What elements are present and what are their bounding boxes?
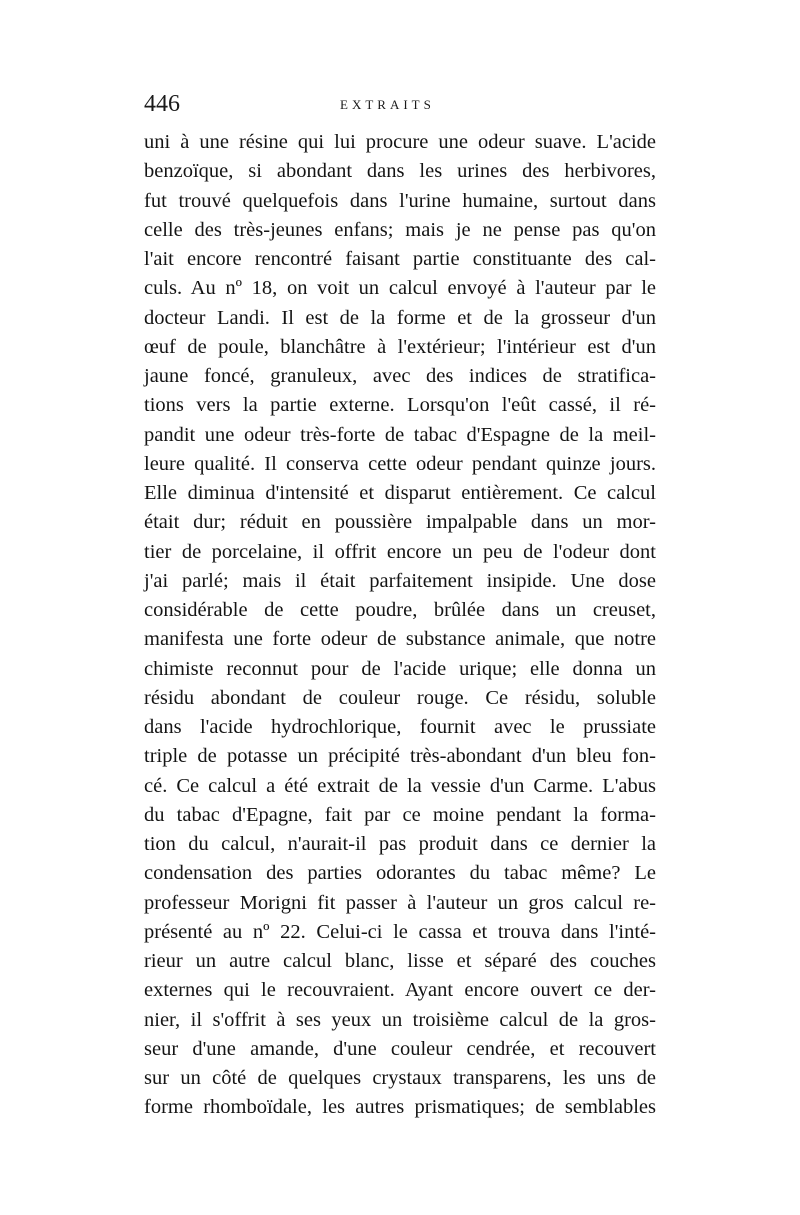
text-line: était dur; réduit en poussière impalpable dans un mor- <box>144 511 656 534</box>
text-line: triple de potasse un précipité très-abondant d'un bleu fon- <box>144 745 656 768</box>
text-line: tier de porcelaine, il offrit encore un peu de l'odeur dont <box>144 540 656 563</box>
running-head: EXTRAITS <box>340 97 435 112</box>
text-line: du tabac d'Epagne, fait par ce moine pendant la forma- <box>144 803 656 826</box>
text-line: rieur un autre calcul blanc, lisse et séparé des couches <box>144 950 656 972</box>
text-line: sur un côté de quelques crystaux transparens, les uns de <box>144 1067 656 1089</box>
text-line: chimiste reconnut pour de l'acide urique; elle donna un <box>144 657 656 680</box>
text-line: celle des très-jeunes enfans; mais je ne pense pas qu'on <box>144 218 656 241</box>
text-line: forme rhomboïdale, les autres prismatiques; de semblables <box>144 1096 656 1119</box>
text-line: dans l'acide hydrochlorique, fournit avec le prussiate <box>144 716 656 738</box>
text-line: l'ait encore rencontré faisant partie constituante des cal- <box>144 248 656 270</box>
text-line: pandit une odeur très-forte de tabac d'Espagne de la meil- <box>144 423 656 446</box>
text-line: résidu abondant de couleur rouge. Ce résidu, soluble <box>144 686 656 709</box>
text-line: œuf de poule, blanchâtre à l'extérieur; l'intérieur est d'un <box>144 335 656 358</box>
text-line: culs. Au nº 18, on voit un calcul envoyé à l'auteur par le <box>144 277 656 300</box>
text-line: benzoïque, si abondant dans les urines des herbivores, <box>144 160 656 183</box>
text-line: nier, il s'offrit à ses yeux un troisième calcul de la gros- <box>144 1008 656 1031</box>
text-line: considérable de cette poudre, brûlée dans un creuset, <box>144 599 656 621</box>
text-line: Elle diminua d'intensité et disparut entièrement. Ce calcul <box>144 482 656 504</box>
text-line: externes qui le recouvraient. Ayant encore ouvert ce der- <box>144 979 656 1002</box>
text-line: fut trouvé quelquefois dans l'urine humaine, surtout dans <box>144 189 656 212</box>
text-line: seur d'une amande, d'une couleur cendrée, et recouvert <box>144 1037 656 1060</box>
text-line: tion du calcul, n'aurait-il pas produit dans ce dernier la <box>144 833 656 855</box>
body-text <box>144 128 656 1123</box>
text-line: j'ai parlé; mais il était parfaitement insipide. Une dose <box>144 569 656 592</box>
page-number: 446 <box>144 91 180 117</box>
text-line: jaune foncé, granuleux, avec des indices de stratifica- <box>144 365 656 387</box>
text-line: leure qualité. Il conserva cette odeur pendant quinze jours. <box>144 452 656 475</box>
text-line: professeur Morigni fit passer à l'auteur un gros calcul re- <box>144 891 656 914</box>
text-line: uni à une résine qui lui procure une odeur suave. L'acide <box>144 131 656 153</box>
text-line: manifesta une forte odeur de substance animale, que notre <box>144 628 656 651</box>
text-line: docteur Landi. Il est de la forme et de la grosseur d'un <box>144 306 656 329</box>
text-line: tions vers la partie externe. Lorsqu'on l'eût cassé, il ré- <box>144 394 656 417</box>
text-line: cé. Ce calcul a été extrait de la vessie d'un Carme. L'abus <box>144 774 656 797</box>
text-line: condensation des parties odorantes du tabac même? Le <box>144 862 656 885</box>
text-line: présenté au nº 22. Celui-ci le cassa et trouva dans l'inté- <box>144 920 656 943</box>
